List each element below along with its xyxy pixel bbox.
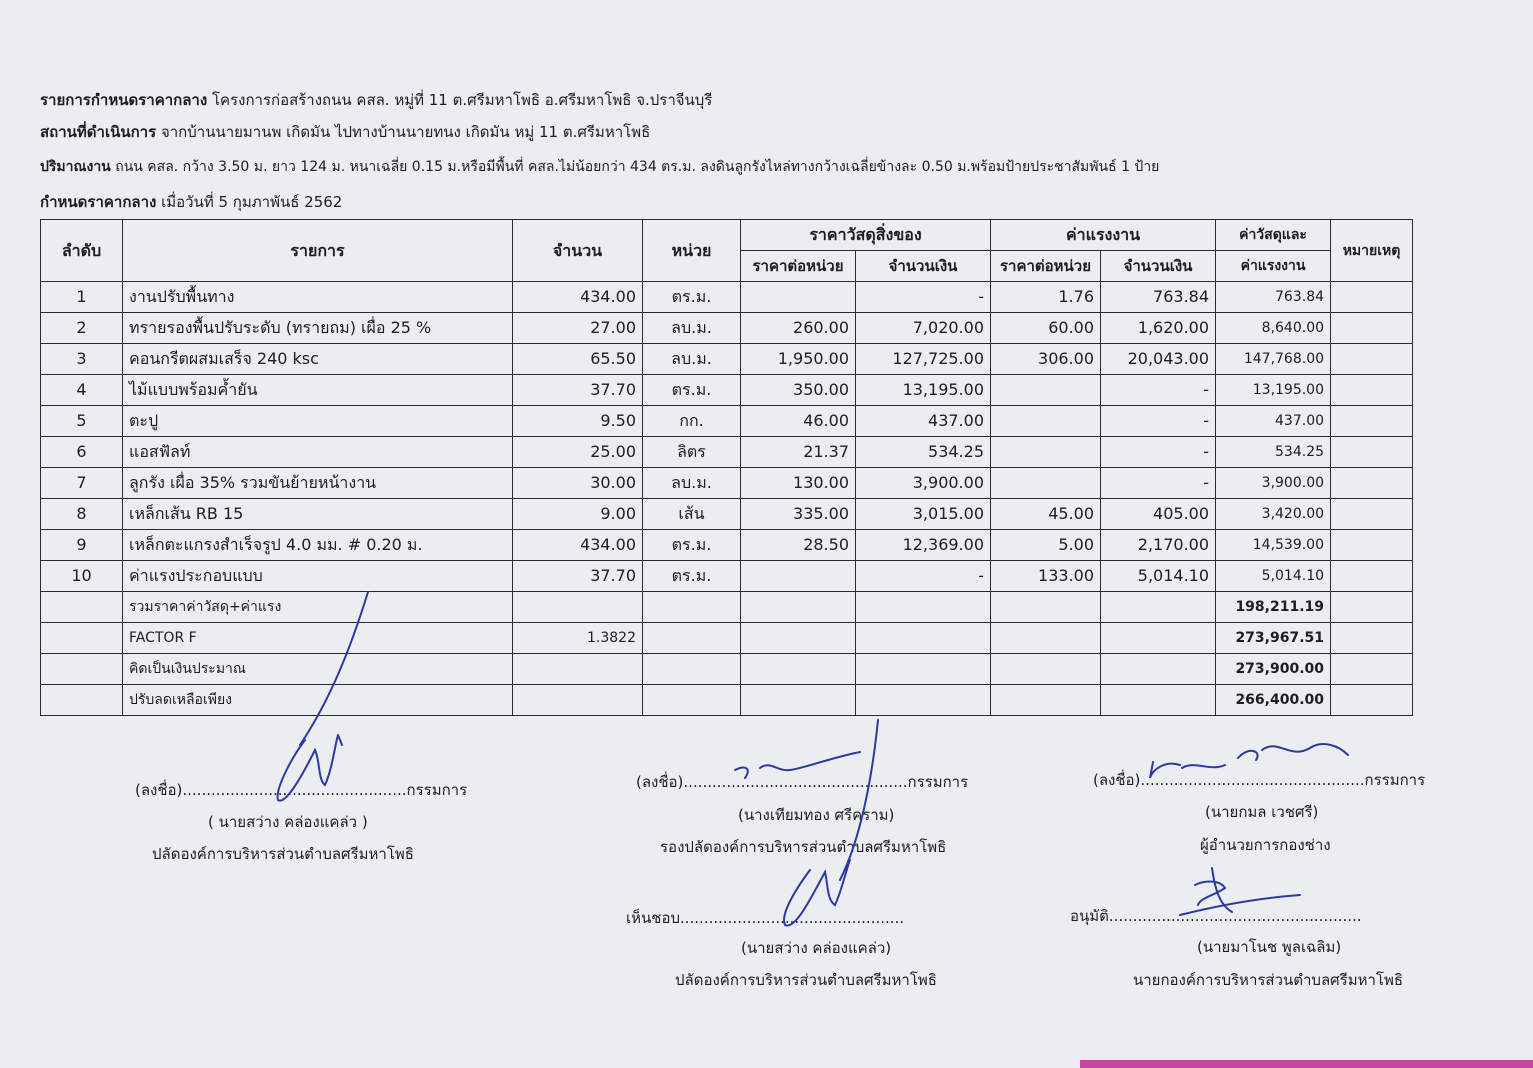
cell-no: 7 bbox=[41, 468, 123, 499]
header-total-top: ค่าวัสดุและ bbox=[1216, 220, 1331, 251]
signature-2-title: รองปลัดองค์การบริหารส่วนตำบลศรีมหาโพธิ bbox=[660, 838, 947, 856]
header-material-group: ราคาวัสดุสิ่งของ bbox=[741, 220, 991, 251]
header-mat-amount: จำนวนเงิน bbox=[856, 251, 991, 282]
cell-empty bbox=[643, 685, 741, 716]
cell-empty bbox=[1101, 654, 1216, 685]
header-line-1 bbox=[40, 88, 712, 112]
cell-empty bbox=[991, 592, 1101, 623]
header-line-3 bbox=[40, 156, 1159, 178]
cell-lab-amount: 20,043.00 bbox=[1101, 344, 1216, 375]
cell-lab-price: 5.00 bbox=[991, 530, 1101, 561]
cell-lab-amount: 5,014.10 bbox=[1101, 561, 1216, 592]
summary-total: 273,900.00 bbox=[1216, 654, 1331, 685]
cell-mat-price: 130.00 bbox=[741, 468, 856, 499]
header-label-1: รายการกำหนดราคากลาง bbox=[40, 91, 208, 109]
cell-item: ลูกรัง เผื่อ 35% รวมขันย้ายหน้างาน bbox=[123, 468, 513, 499]
header-unit: หน่วย bbox=[643, 220, 741, 282]
signature-3-name: (นายกมล เวชศรี) bbox=[1205, 803, 1319, 821]
cell-remark bbox=[1331, 406, 1413, 437]
cell-mat-amount: - bbox=[856, 282, 991, 313]
header-item: รายการ bbox=[123, 220, 513, 282]
cell-no: 2 bbox=[41, 313, 123, 344]
cell-mat-price: 21.37 bbox=[741, 437, 856, 468]
cell-empty bbox=[1331, 623, 1413, 654]
cell-total: 763.84 bbox=[1216, 282, 1331, 313]
cell-lab-price bbox=[991, 375, 1101, 406]
summary-label: ปรับลดเหลือเพียง bbox=[123, 685, 513, 716]
cell-empty bbox=[1331, 654, 1413, 685]
price-table bbox=[40, 219, 1413, 716]
cell-empty bbox=[1101, 592, 1216, 623]
cell-empty bbox=[856, 685, 991, 716]
table-row bbox=[41, 313, 1413, 344]
cell-qty: 37.70 bbox=[513, 375, 643, 406]
cell-no: 5 bbox=[41, 406, 123, 437]
cell-total: 14,539.00 bbox=[1216, 530, 1331, 561]
cell-item: ตะปู bbox=[123, 406, 513, 437]
cell-mat-amount: 7,020.00 bbox=[856, 313, 991, 344]
cell-remark bbox=[1331, 499, 1413, 530]
cell-empty bbox=[643, 592, 741, 623]
cell-mat-price: 260.00 bbox=[741, 313, 856, 344]
cell-qty: 434.00 bbox=[513, 282, 643, 313]
cell-item: ไม้แบบพร้อมค้ำยัน bbox=[123, 375, 513, 406]
cell-no: 10 bbox=[41, 561, 123, 592]
header-label-3: ปริมาณงาน bbox=[40, 159, 111, 175]
summary-total: 266,400.00 bbox=[1216, 685, 1331, 716]
cell-item: คอนกรีตผสมเสร็จ 240 ksc bbox=[123, 344, 513, 375]
cell-empty bbox=[991, 623, 1101, 654]
cell-empty bbox=[643, 623, 741, 654]
signature-3-title: ผู้อำนวยการกองช่าง bbox=[1200, 836, 1331, 854]
cell-mat-amount: 13,195.00 bbox=[856, 375, 991, 406]
table-row bbox=[41, 561, 1413, 592]
cell-item: แอสฟัลท์ bbox=[123, 437, 513, 468]
signature-1-name: ( นายสว่าง คล่องแคล่ว ) bbox=[208, 813, 368, 831]
summary-row bbox=[41, 623, 1413, 654]
cell-total: 3,420.00 bbox=[1216, 499, 1331, 530]
cell-empty bbox=[991, 685, 1101, 716]
header-text-1: โครงการก่อสร้างถนน คสล. หมู่ที่ 11 ต.ศรีมหาโพธิ อ.ศรีมหาโพธิ จ.ปราจีนบุรี bbox=[211, 91, 713, 109]
signature-4-line: เห็นชอบ............................................... bbox=[626, 909, 905, 927]
cell-lab-amount: 1,620.00 bbox=[1101, 313, 1216, 344]
cell-remark bbox=[1331, 468, 1413, 499]
cell-mat-amount: 12,369.00 bbox=[856, 530, 991, 561]
cell-no: 4 bbox=[41, 375, 123, 406]
header-line-2 bbox=[40, 120, 650, 144]
signature-3-line: (ลงชื่อ)...............................................กรรมการ bbox=[1093, 771, 1426, 789]
cell-total: 3,900.00 bbox=[1216, 468, 1331, 499]
cell-qty: 37.70 bbox=[513, 561, 643, 592]
summary-row bbox=[41, 592, 1413, 623]
cell-total: 5,014.10 bbox=[1216, 561, 1331, 592]
signature-4-title: ปลัดองค์การบริหารส่วนตำบลศรีมหาโพธิ bbox=[675, 971, 937, 989]
header-text-3: ถนน คสล. กว้าง 3.50 ม. ยาว 124 ม. หนาเฉลี่ย 0.15 ม.หรือมีพื้นที่ คสล.ไม่น้อยกว่า 434 ตร.ม. ลงดินลูกรังไหล่ทางกว้างเฉลี่ยข้างละ 0.50 ม.พร้อมป้ายประชาสัมพันธ์ 1 ป้าย bbox=[115, 159, 1160, 175]
cell-lab-amount: - bbox=[1101, 406, 1216, 437]
signature-5-name: (นายมาโนช พูลเฉลิม) bbox=[1197, 938, 1342, 956]
cell-lab-amount: 2,170.00 bbox=[1101, 530, 1216, 561]
cell-mat-price: 350.00 bbox=[741, 375, 856, 406]
cell-item: เหล็กตะแกรงสำเร็จรูป 4.0 มม. # 0.20 ม. bbox=[123, 530, 513, 561]
cell-mat-price: 28.50 bbox=[741, 530, 856, 561]
header-total-bottom: ค่าแรงงาน bbox=[1216, 251, 1331, 282]
cell-mat-amount: 534.25 bbox=[856, 437, 991, 468]
cell-empty bbox=[41, 623, 123, 654]
cell-mat-amount: - bbox=[856, 561, 991, 592]
cell-empty bbox=[1331, 685, 1413, 716]
cell-remark bbox=[1331, 561, 1413, 592]
cell-lab-price bbox=[991, 468, 1101, 499]
cell-remark bbox=[1331, 344, 1413, 375]
table-row bbox=[41, 375, 1413, 406]
cell-remark bbox=[1331, 375, 1413, 406]
cell-item: เหล็กเส้น RB 15 bbox=[123, 499, 513, 530]
cell-lab-price: 133.00 bbox=[991, 561, 1101, 592]
table-row bbox=[41, 499, 1413, 530]
cell-lab-price: 306.00 bbox=[991, 344, 1101, 375]
table-row bbox=[41, 282, 1413, 313]
cell-no: 6 bbox=[41, 437, 123, 468]
cell-unit: ลบ.ม. bbox=[643, 468, 741, 499]
header-qty: จำนวน bbox=[513, 220, 643, 282]
cell-empty bbox=[856, 592, 991, 623]
signature-5-line: อนุมัติ..................................................... bbox=[1070, 907, 1362, 925]
cell-empty bbox=[1101, 623, 1216, 654]
cell-unit: ตร.ม. bbox=[643, 561, 741, 592]
cell-qty: 27.00 bbox=[513, 313, 643, 344]
header-text-2: จากบ้านนายมานพ เกิดมัน ไปทางบ้านนายทนง เกิดมัน หมู่ 11 ต.ศรีมหาโพธิ bbox=[160, 123, 651, 141]
summary-row bbox=[41, 654, 1413, 685]
cell-lab-price bbox=[991, 437, 1101, 468]
cell-total: 437.00 bbox=[1216, 406, 1331, 437]
cell-lab-price: 45.00 bbox=[991, 499, 1101, 530]
cell-unit: เส้น bbox=[643, 499, 741, 530]
cell-total: 147,768.00 bbox=[1216, 344, 1331, 375]
cell-unit: ลบ.ม. bbox=[643, 313, 741, 344]
table-row bbox=[41, 437, 1413, 468]
cell-no: 9 bbox=[41, 530, 123, 561]
cell-lab-price: 60.00 bbox=[991, 313, 1101, 344]
cell-lab-amount: 405.00 bbox=[1101, 499, 1216, 530]
cell-empty bbox=[643, 654, 741, 685]
cell-mat-amount: 437.00 bbox=[856, 406, 991, 437]
header-mat-unit-price: ราคาต่อหน่วย bbox=[741, 251, 856, 282]
cell-empty bbox=[1331, 592, 1413, 623]
signature-2-name: (นางเทียมทอง ศรีคราม) bbox=[738, 806, 895, 824]
header-lab-amount: จำนวนเงิน bbox=[1101, 251, 1216, 282]
cell-empty bbox=[741, 623, 856, 654]
cell-qty: 30.00 bbox=[513, 468, 643, 499]
cell-lab-price: 1.76 bbox=[991, 282, 1101, 313]
cell-lab-price bbox=[991, 406, 1101, 437]
header-text-4: เมื่อวันที่ 5 กุมภาพันธ์ 2562 bbox=[161, 193, 343, 211]
summary-qty bbox=[513, 592, 643, 623]
summary-qty: 1.3822 bbox=[513, 623, 643, 654]
cell-total: 534.25 bbox=[1216, 437, 1331, 468]
summary-qty bbox=[513, 654, 643, 685]
signature-2-line: (ลงชื่อ)...............................................กรรมการ bbox=[636, 773, 969, 791]
edge-strip bbox=[1080, 1060, 1533, 1068]
cell-item: ทรายรองพื้นปรับระดับ (ทรายถม) เผื่อ 25 % bbox=[123, 313, 513, 344]
cell-empty bbox=[41, 654, 123, 685]
cell-no: 3 bbox=[41, 344, 123, 375]
cell-qty: 9.50 bbox=[513, 406, 643, 437]
cell-mat-price: 46.00 bbox=[741, 406, 856, 437]
header-line-4 bbox=[40, 190, 342, 214]
signature-1-title: ปลัดองค์การบริหารส่วนตำบลศรีมหาโพธิ bbox=[152, 845, 414, 863]
cell-mat-price bbox=[741, 282, 856, 313]
table-row bbox=[41, 344, 1413, 375]
cell-mat-price: 1,950.00 bbox=[741, 344, 856, 375]
cell-unit: ตร.ม. bbox=[643, 282, 741, 313]
cell-empty bbox=[856, 654, 991, 685]
table-row bbox=[41, 406, 1413, 437]
cell-total: 13,195.00 bbox=[1216, 375, 1331, 406]
cell-mat-amount: 3,900.00 bbox=[856, 468, 991, 499]
cell-mat-amount: 127,725.00 bbox=[856, 344, 991, 375]
cell-no: 1 bbox=[41, 282, 123, 313]
cell-unit: กก. bbox=[643, 406, 741, 437]
cell-remark bbox=[1331, 282, 1413, 313]
cell-empty bbox=[741, 592, 856, 623]
cell-mat-amount: 3,015.00 bbox=[856, 499, 991, 530]
summary-total: 273,967.51 bbox=[1216, 623, 1331, 654]
cell-empty bbox=[41, 592, 123, 623]
cell-empty bbox=[741, 654, 856, 685]
header-lab-unit-price: ราคาต่อหน่วย bbox=[991, 251, 1101, 282]
table-row bbox=[41, 530, 1413, 561]
cell-empty bbox=[991, 654, 1101, 685]
cell-lab-amount: - bbox=[1101, 375, 1216, 406]
cell-empty bbox=[1101, 685, 1216, 716]
header-no: ลำดับ bbox=[41, 220, 123, 282]
cell-qty: 9.00 bbox=[513, 499, 643, 530]
cell-no: 8 bbox=[41, 499, 123, 530]
summary-label: FACTOR F bbox=[123, 623, 513, 654]
cell-lab-amount: - bbox=[1101, 437, 1216, 468]
summary-label: รวมราคาค่าวัสดุ+ค่าแรง bbox=[123, 592, 513, 623]
cell-remark bbox=[1331, 313, 1413, 344]
header-label-2: สถานที่ดำเนินการ bbox=[40, 123, 157, 141]
cell-unit: ลบ.ม. bbox=[643, 344, 741, 375]
cell-lab-amount: 763.84 bbox=[1101, 282, 1216, 313]
cell-qty: 25.00 bbox=[513, 437, 643, 468]
cell-remark bbox=[1331, 437, 1413, 468]
cell-unit: ลิตร bbox=[643, 437, 741, 468]
cell-remark bbox=[1331, 530, 1413, 561]
cell-unit: ตร.ม. bbox=[643, 375, 741, 406]
table-row bbox=[41, 468, 1413, 499]
cell-item: ค่าแรงประกอบแบบ bbox=[123, 561, 513, 592]
signature-4-name: (นายสว่าง คล่องแคล่ว) bbox=[741, 939, 892, 957]
cell-total: 8,640.00 bbox=[1216, 313, 1331, 344]
summary-label: คิดเป็นเงินประมาณ bbox=[123, 654, 513, 685]
header-remark: หมายเหตุ bbox=[1331, 220, 1413, 282]
cell-empty bbox=[41, 685, 123, 716]
cell-lab-amount: - bbox=[1101, 468, 1216, 499]
cell-item: งานปรับพื้นทาง bbox=[123, 282, 513, 313]
cell-mat-price bbox=[741, 561, 856, 592]
signature-5-title: นายกองค์การบริหารส่วนตำบลศรีมหาโพธิ bbox=[1133, 971, 1404, 989]
summary-row bbox=[41, 685, 1413, 716]
header-labor-group: ค่าแรงงาน bbox=[991, 220, 1216, 251]
cell-mat-price: 335.00 bbox=[741, 499, 856, 530]
cell-empty bbox=[856, 623, 991, 654]
cell-qty: 434.00 bbox=[513, 530, 643, 561]
summary-qty bbox=[513, 685, 643, 716]
cell-qty: 65.50 bbox=[513, 344, 643, 375]
cell-unit: ตร.ม. bbox=[643, 530, 741, 561]
cell-empty bbox=[741, 685, 856, 716]
header-label-4: กำหนดราคากลาง bbox=[40, 193, 157, 211]
signature-1-line: (ลงชื่อ)...............................................กรรมการ bbox=[135, 781, 468, 799]
summary-total: 198,211.19 bbox=[1216, 592, 1331, 623]
